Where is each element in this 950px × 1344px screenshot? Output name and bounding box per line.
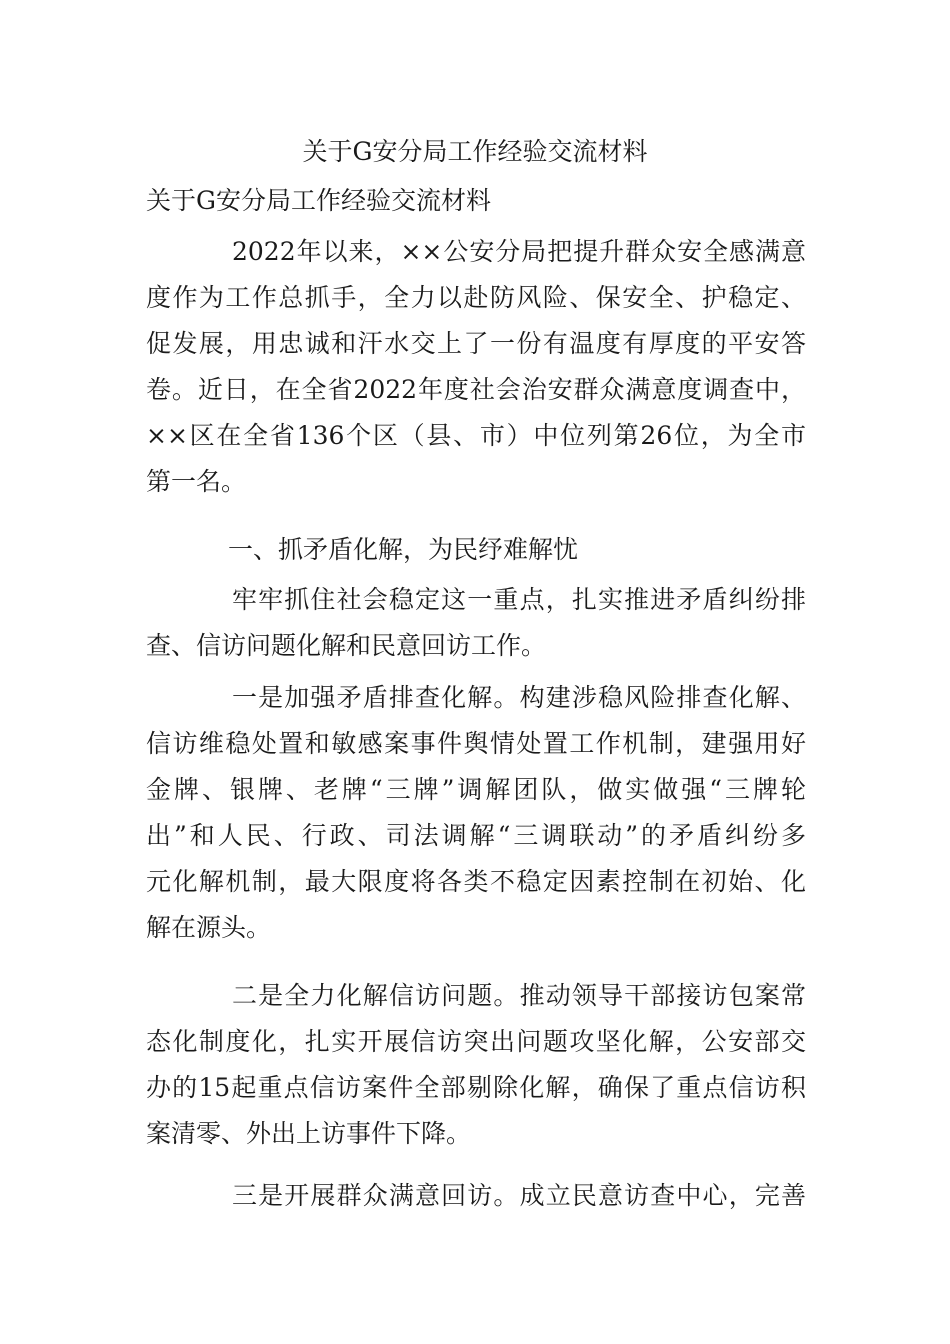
paragraph-intro (146, 229, 806, 505)
paragraph-line: 牢牢抓住社会稳定这一重点，扎实推进矛盾纠纷排 (232, 585, 806, 614)
paragraph-line: 查、信访问题化解和民意回访工作。 (146, 631, 547, 660)
paragraph-line: 第一名。 (146, 467, 247, 496)
paragraph-line: 度作为工作总抓手，全力以赴防风险、保安全、护稳定、 (146, 283, 806, 312)
paragraph-line: 元化解机制，最大限度将各类不稳定因素控制在初始、化 (146, 867, 806, 896)
paragraph-line: 二是全力化解信访问题。推动领导干部接访包案常 (232, 981, 806, 1010)
paragraph-line: 信访维稳处置和敏感案事件舆情处置工作机制，建强用好 (146, 729, 806, 758)
paragraph-line: 2022年以来，××公安分局把提升群众安全感满意 (232, 237, 806, 266)
paragraph-line: 出”和人民、行政、司法调解“三调联动”的矛盾纠纷多 (146, 821, 806, 850)
paragraph-two (146, 973, 806, 1157)
paragraph-line: 三是开展群众满意回访。成立民意访查中心，完善 (232, 1181, 806, 1210)
paragraph-one (146, 675, 806, 951)
paragraph-line: 办的15起重点信访案件全部剔除化解，确保了重点信访积 (146, 1073, 806, 1102)
paragraph-line: ××区在全省136个区（县、市）中位列第26位，为全市 (146, 421, 806, 450)
paragraph-line: 态化制度化，扎实开展信访突出问题攻坚化解，公安部交 (146, 1027, 806, 1056)
paragraph-section (146, 577, 806, 669)
section-heading: 一、抓矛盾化解，为民纾难解忧 (228, 535, 579, 564)
paragraph-line: 金牌、银牌、老牌“三牌”调解团队，做实做强“三牌轮 (146, 775, 806, 804)
paragraph-line: 案清零、外出上访事件下降。 (146, 1119, 472, 1148)
paragraph-three (146, 1173, 806, 1219)
paragraph-line: 促发展，用忠诚和汗水交上了一份有温度有厚度的平安答 (146, 329, 806, 358)
document-title: 关于G安分局工作经验交流材料 (302, 137, 648, 166)
paragraph-line: 卷。近日，在全省2022年度社会治安群众满意度调查中， (146, 375, 806, 404)
paragraph-line: 解在源头。 (146, 913, 272, 942)
paragraph-line: 一是加强矛盾排查化解。构建涉稳风险排查化解、 (232, 683, 806, 712)
document-subtitle: 关于G安分局工作经验交流材料 (146, 186, 491, 215)
